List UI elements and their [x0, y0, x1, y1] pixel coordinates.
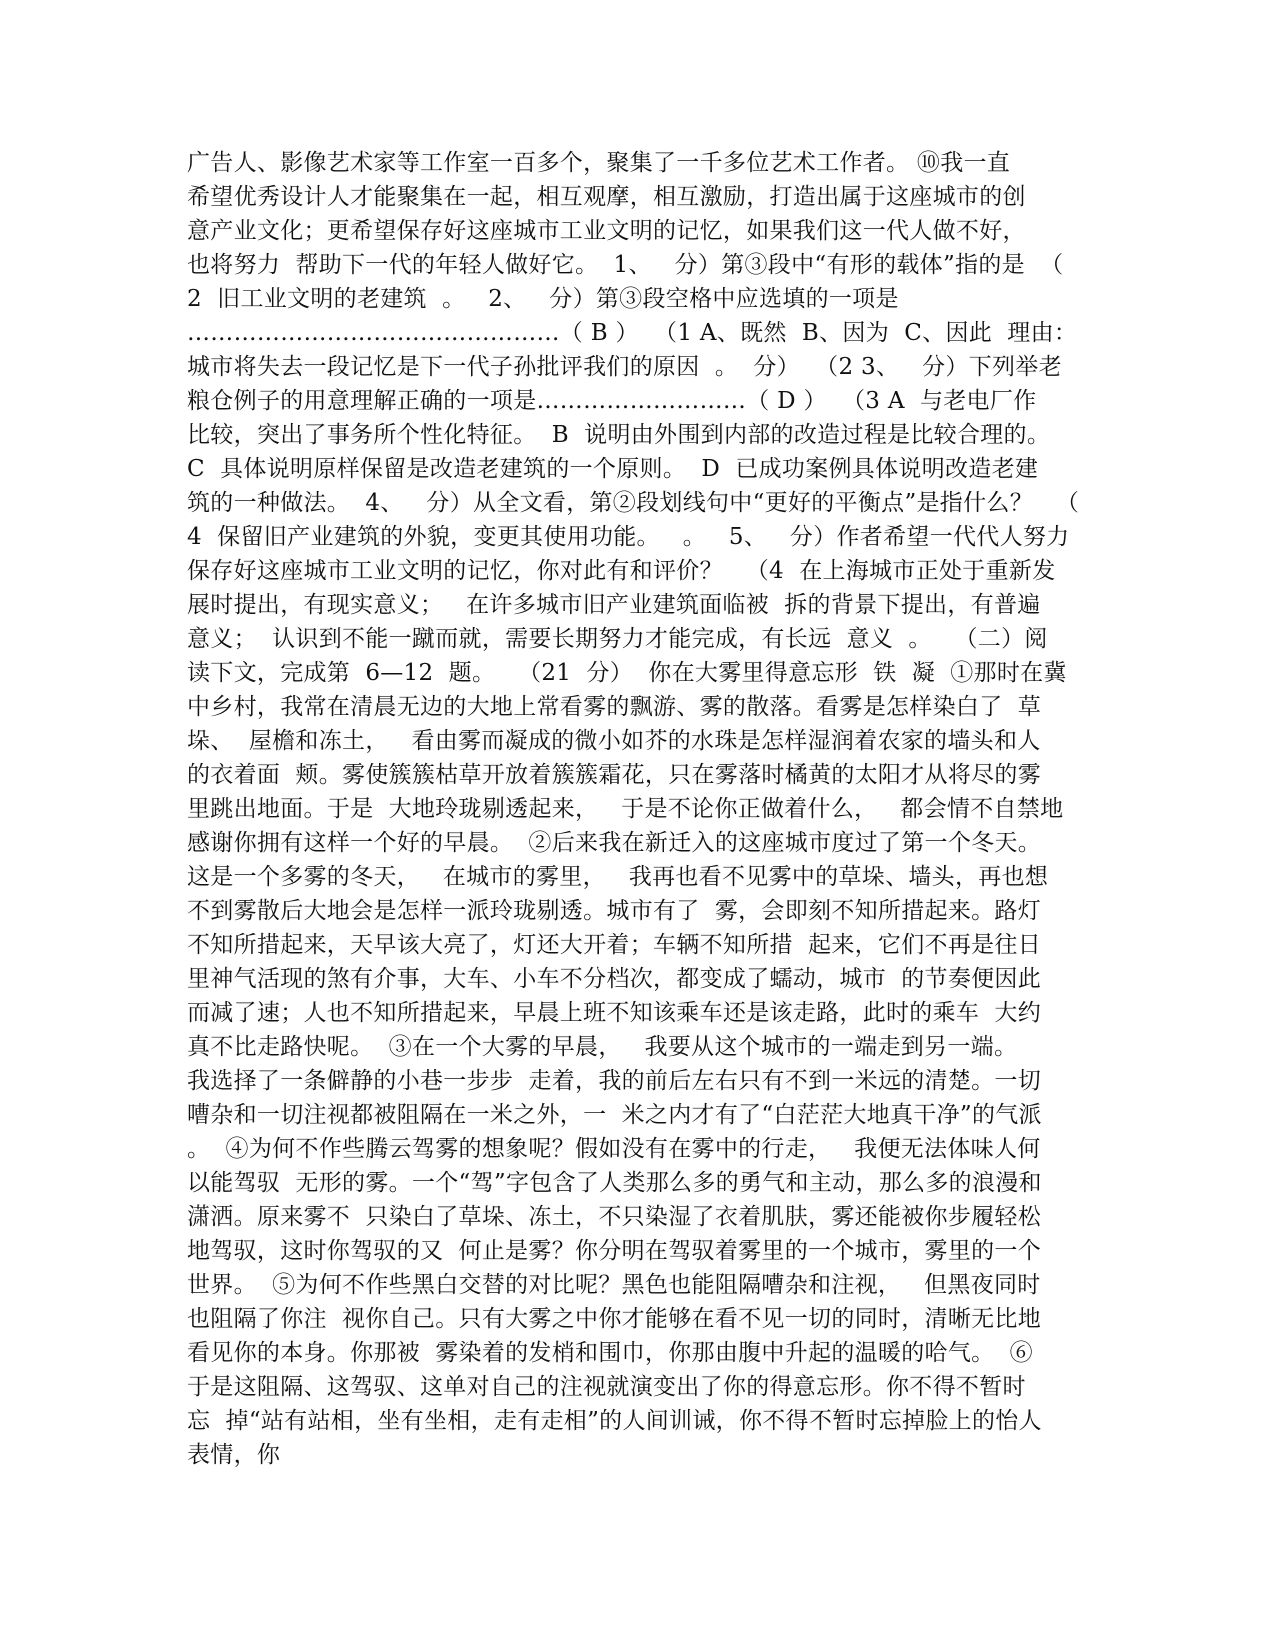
text-line: 也将努力 帮助下一代的年轻人做好它。 1、 分）第③段中“有形的载体”指的是 （	[187, 252, 1064, 278]
text-line: 读下文，完成第 6—12 题。 （21 分） 你在大雾里得意忘形 铁 凝 ①那时在冀	[187, 660, 1067, 686]
text-line: 意产业文化；更希望保存好这座城市工业文明的记忆，如果我们这一代人做不好，	[187, 218, 1026, 244]
text-line: 里跳出地面。于是 大地玲珑剔透起来， 于是不论你正做着什么， 都会情不自禁地	[187, 796, 1064, 822]
text-line: 。 ④为何不作些腾云驾雾的想象呢？假如没有在雾中的行走， 我便无法体味人何	[187, 1136, 1041, 1162]
text-line: 世界。 ⑤为何不作些黑白交替的对比呢？黑色也能阻隔嘈杂和注视， 但黑夜同时	[187, 1272, 1041, 1298]
text-line: 展时提出，有现实意义； 在许多城市旧产业建筑面临被 拆的背景下提出，有普遍	[187, 592, 1041, 618]
text-line: 表情，你	[187, 1442, 281, 1468]
text-line: 我选择了一条僻静的小巷一步步 走着，我的前后左右只有不到一米远的清楚。一切	[187, 1068, 1042, 1094]
text-line: 粮仓例子的用意理解正确的一项是………………………（ D ） （3 A 与老电厂作	[187, 388, 1037, 414]
text-line: 嘈杂和一切注视都被阻隔在一米之外，一 米之内才有了“白茫茫大地真干净”的气派	[187, 1102, 1042, 1128]
text-line: 地驾驭，这时你驾驭的又 何止是雾？你分明在驾驭着雾里的一个城市，雾里的一个	[187, 1238, 1042, 1264]
text-line: 2 旧工业文明的老建筑 。 2、 分）第③段空格中应选填的一项是	[187, 286, 899, 312]
text-line: 保存好这座城市工业文明的记忆，你对此有和评价？ （4 在上海城市正处于重新发	[187, 558, 1056, 584]
text-line: 潇洒。原来雾不 只染白了草垛、冻土，不只染湿了衣着肌肤，雾还能被你步履轻松	[187, 1204, 1042, 1230]
text-line: 垛、 屋檐和冻土， 看由雾而凝成的微小如芥的水珠是怎样湿润着农家的墙头和人	[187, 728, 1041, 754]
text-line: …………………………………………（ B ） （1 A、既然 B、因为 C、因此 理由：	[187, 320, 1078, 346]
text-line: 希望优秀设计人才能聚集在一起，相互观摩，相互激励，打造出属于这座城市的创	[187, 184, 1026, 210]
text-line: 而减了速；人也不知所措起来，早晨上班不知该乘车还是该走路，此时的乘车 大约	[187, 1000, 1042, 1026]
text-line: 不到雾散后大地会是怎样一派玲珑剔透。城市有了 雾，会即刻不知所措起来。路灯	[187, 898, 1042, 924]
text-line: 筑的一种做法。 4、 分）从全文看，第②段划线句中“更好的平衡点”是指什么？ （	[187, 490, 1080, 516]
text-line: 的衣着面 颊。雾使簇簇枯草开放着簇簇霜花，只在雾落时橘黄的太阳才从将尽的雾	[187, 762, 1042, 788]
text-line: 感谢你拥有这样一个好的早晨。 ②后来我在新迁入的这座城市度过了第一个冬天。	[187, 830, 1042, 856]
text-line: 4 保留旧产业建筑的外貌，变更其使用功能。 。 5、 分）作者希望一代代人努力	[187, 524, 1070, 550]
text-line: 意义； 认识到不能一蹴而就，需要长期努力才能完成，有长远 意义 。 （二）阅	[187, 626, 1048, 652]
text-line: 中乡村，我常在清晨无边的大地上常看雾的飘游、雾的散落。看雾是怎样染白了 草	[187, 694, 1042, 720]
text-line: 里神气活现的煞有介事，大车、小车不分档次，都变成了蠕动，城市 的节奏便因此	[187, 966, 1042, 992]
text-line: 也阻隔了你注 视你自己。只有大雾之中你才能够在看不见一切的同时，清晰无比地	[187, 1306, 1042, 1332]
text-line: 这是一个多雾的冬天， 在城市的雾里， 我再也看不见雾中的草垛、墙头，再也想	[187, 864, 1049, 890]
text-line: 看见你的本身。你那被 雾染着的发梢和围巾，你那由腹中升起的温暖的哈气。 ⑥	[187, 1340, 1033, 1366]
text-line: 于是这阻隔、这驾驭、这单对自己的注视就演变出了你的得意忘形。你不得不暂时	[187, 1374, 1026, 1400]
text-line: 城市将失去一段记忆是下一代子孙批评我们的原因 。 分） （2 3、 分）下列举老	[187, 354, 1062, 380]
body-text	[187, 146, 1087, 1472]
text-line: 广告人、影像艺术家等工作室一百多个，聚集了一千多位艺术工作者。 ⑩我一直	[187, 150, 1011, 176]
text-line: 真不比走路快呢。 ③在一个大雾的早晨， 我要从这个城市的一端走到另一端。	[187, 1034, 1018, 1060]
text-line: C 具体说明原样保留是改造老建筑的一个原则。 D 已成功案例具体说明改造老建	[187, 456, 1039, 482]
text-line: 忘 掉“站有站相，坐有坐相，走有走相”的人间训诫，你不得不暂时忘掉脸上的怡人	[187, 1408, 1042, 1434]
text-line: 不知所措起来，天早该大亮了，灯还大开着；车辆不知所措 起来，它们不再是往日	[187, 932, 1042, 958]
text-line: 比较，突出了事务所个性化特征。 B 说明由外围到内部的改造过程是比较合理的。	[187, 422, 1051, 448]
text-line: 以能驾驭 无形的雾。一个“驾”字包含了人类那么多的勇气和主动，那么多的浪漫和	[187, 1170, 1042, 1196]
